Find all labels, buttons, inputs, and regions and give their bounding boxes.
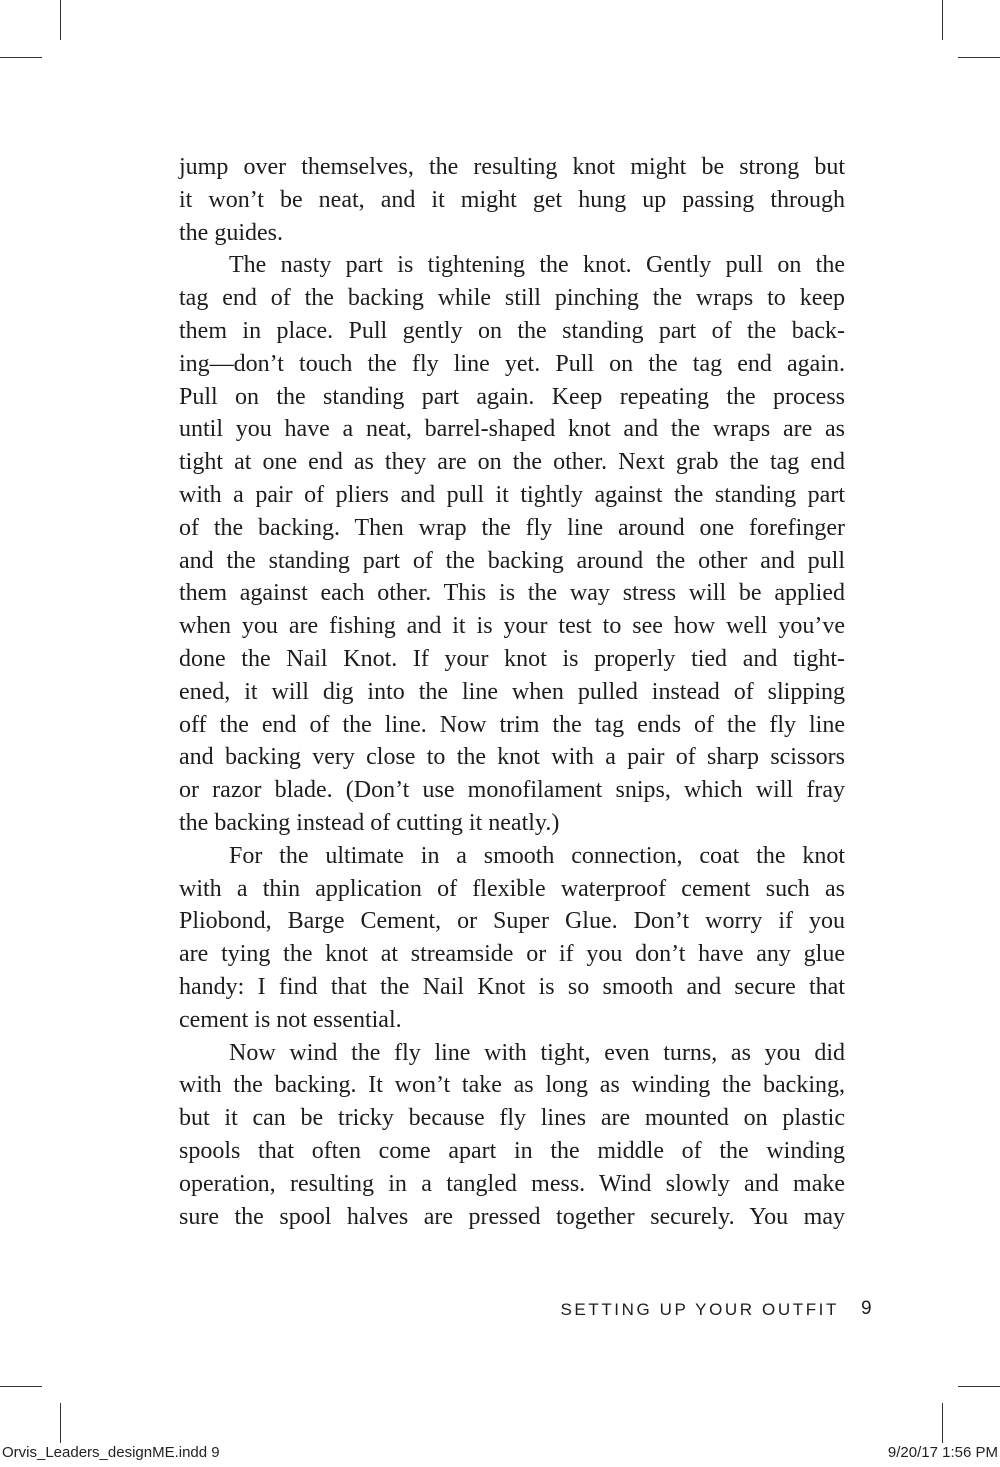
text-line: Pull on the standing part again. Keep repeating the process	[179, 383, 845, 410]
text-line: or razor blade. (Don’t use monofilament snips, which will fray	[179, 777, 845, 804]
text-line: spools that often come apart in the middle of the winding	[179, 1137, 845, 1164]
text-line: the guides.	[179, 219, 283, 246]
text-line: cement is not essential.	[179, 1006, 402, 1033]
page-number: 9	[861, 1298, 872, 1319]
text-line: tag end of the backing while still pinching the wraps to keep	[179, 285, 845, 312]
text-line: handy: I find that the Nail Knot is so smooth and secure that	[179, 973, 845, 1000]
text-line: and the standing part of the backing around the other and pull	[179, 547, 845, 574]
text-line: are tying the knot at streamside or if you don’t have any glue	[179, 941, 845, 968]
crop-mark-bottom-right	[942, 1403, 943, 1443]
text-line: tight at one end as they are on the other. Next grab the tag end	[179, 449, 845, 476]
text-line: with a thin application of flexible waterproof cement such as	[179, 875, 845, 902]
crop-mark-top-right	[942, 0, 943, 40]
crop-mark-bottom-right-horizontal	[958, 1386, 1000, 1387]
text-line: Now wind the fly line with tight, even turns, as you did	[229, 1039, 845, 1066]
text-line: when you are fishing and it is your test to see how well you’ve	[179, 613, 845, 640]
text-line: the backing instead of cutting it neatly.)	[179, 809, 560, 836]
text-line: Pliobond, Barge Cement, or Super Glue. Don’t worry if you	[179, 908, 845, 935]
text-line: ing—don’t touch the fly line yet. Pull on the tag end again.	[179, 350, 845, 377]
text-line: them against each other. This is the way stress will be applied	[179, 580, 845, 607]
crop-mark-top-left	[60, 0, 61, 40]
text-line: done the Nail Knot. If your knot is properly tied and tight-	[179, 645, 845, 672]
text-line: with the backing. It won’t take as long as winding the backing,	[179, 1072, 845, 1099]
running-footer-title: SETTING UP YOUR OUTFIT	[560, 1300, 839, 1319]
body-text	[179, 151, 845, 1233]
crop-mark-bottom-left	[60, 1403, 61, 1443]
text-line: of the backing. Then wrap the fly line around one forefinger	[179, 514, 845, 541]
text-line: and backing very close to the knot with a pair of sharp scissors	[179, 744, 845, 771]
text-line: until you have a neat, barrel-shaped knot and the wraps are as	[179, 416, 845, 443]
text-line: The nasty part is tightening the knot. Gently pull on the	[229, 252, 845, 279]
text-line: them in place. Pull gently on the standing part of the back-	[179, 317, 845, 344]
text-line: it won’t be neat, and it might get hung up passing through	[179, 186, 845, 213]
slug-filename: Orvis_Leaders_designME.indd 9	[2, 1444, 220, 1461]
crop-mark-top-right-horizontal	[958, 57, 1000, 58]
text-line: with a pair of pliers and pull it tightly against the standing part	[179, 481, 845, 508]
slug-datetime: 9/20/17 1:56 PM	[887, 1444, 998, 1461]
text-line: but it can be tricky because fly lines are mounted on plastic	[179, 1105, 845, 1132]
crop-mark-bottom-left-horizontal	[0, 1386, 42, 1387]
text-line: off the end of the line. Now trim the tag ends of the fly line	[179, 711, 845, 738]
text-line: operation, resulting in a tangled mess. Wind slowly and make	[179, 1170, 845, 1197]
text-line: ened, it will dig into the line when pulled instead of slipping	[179, 678, 845, 705]
crop-mark-top-left-horizontal	[0, 57, 42, 58]
text-line: For the ultimate in a smooth connection, coat the knot	[229, 842, 845, 869]
text-line: sure the spool halves are pressed together securely. You may	[179, 1203, 845, 1230]
text-line: jump over themselves, the resulting knot might be strong but	[179, 154, 845, 180]
